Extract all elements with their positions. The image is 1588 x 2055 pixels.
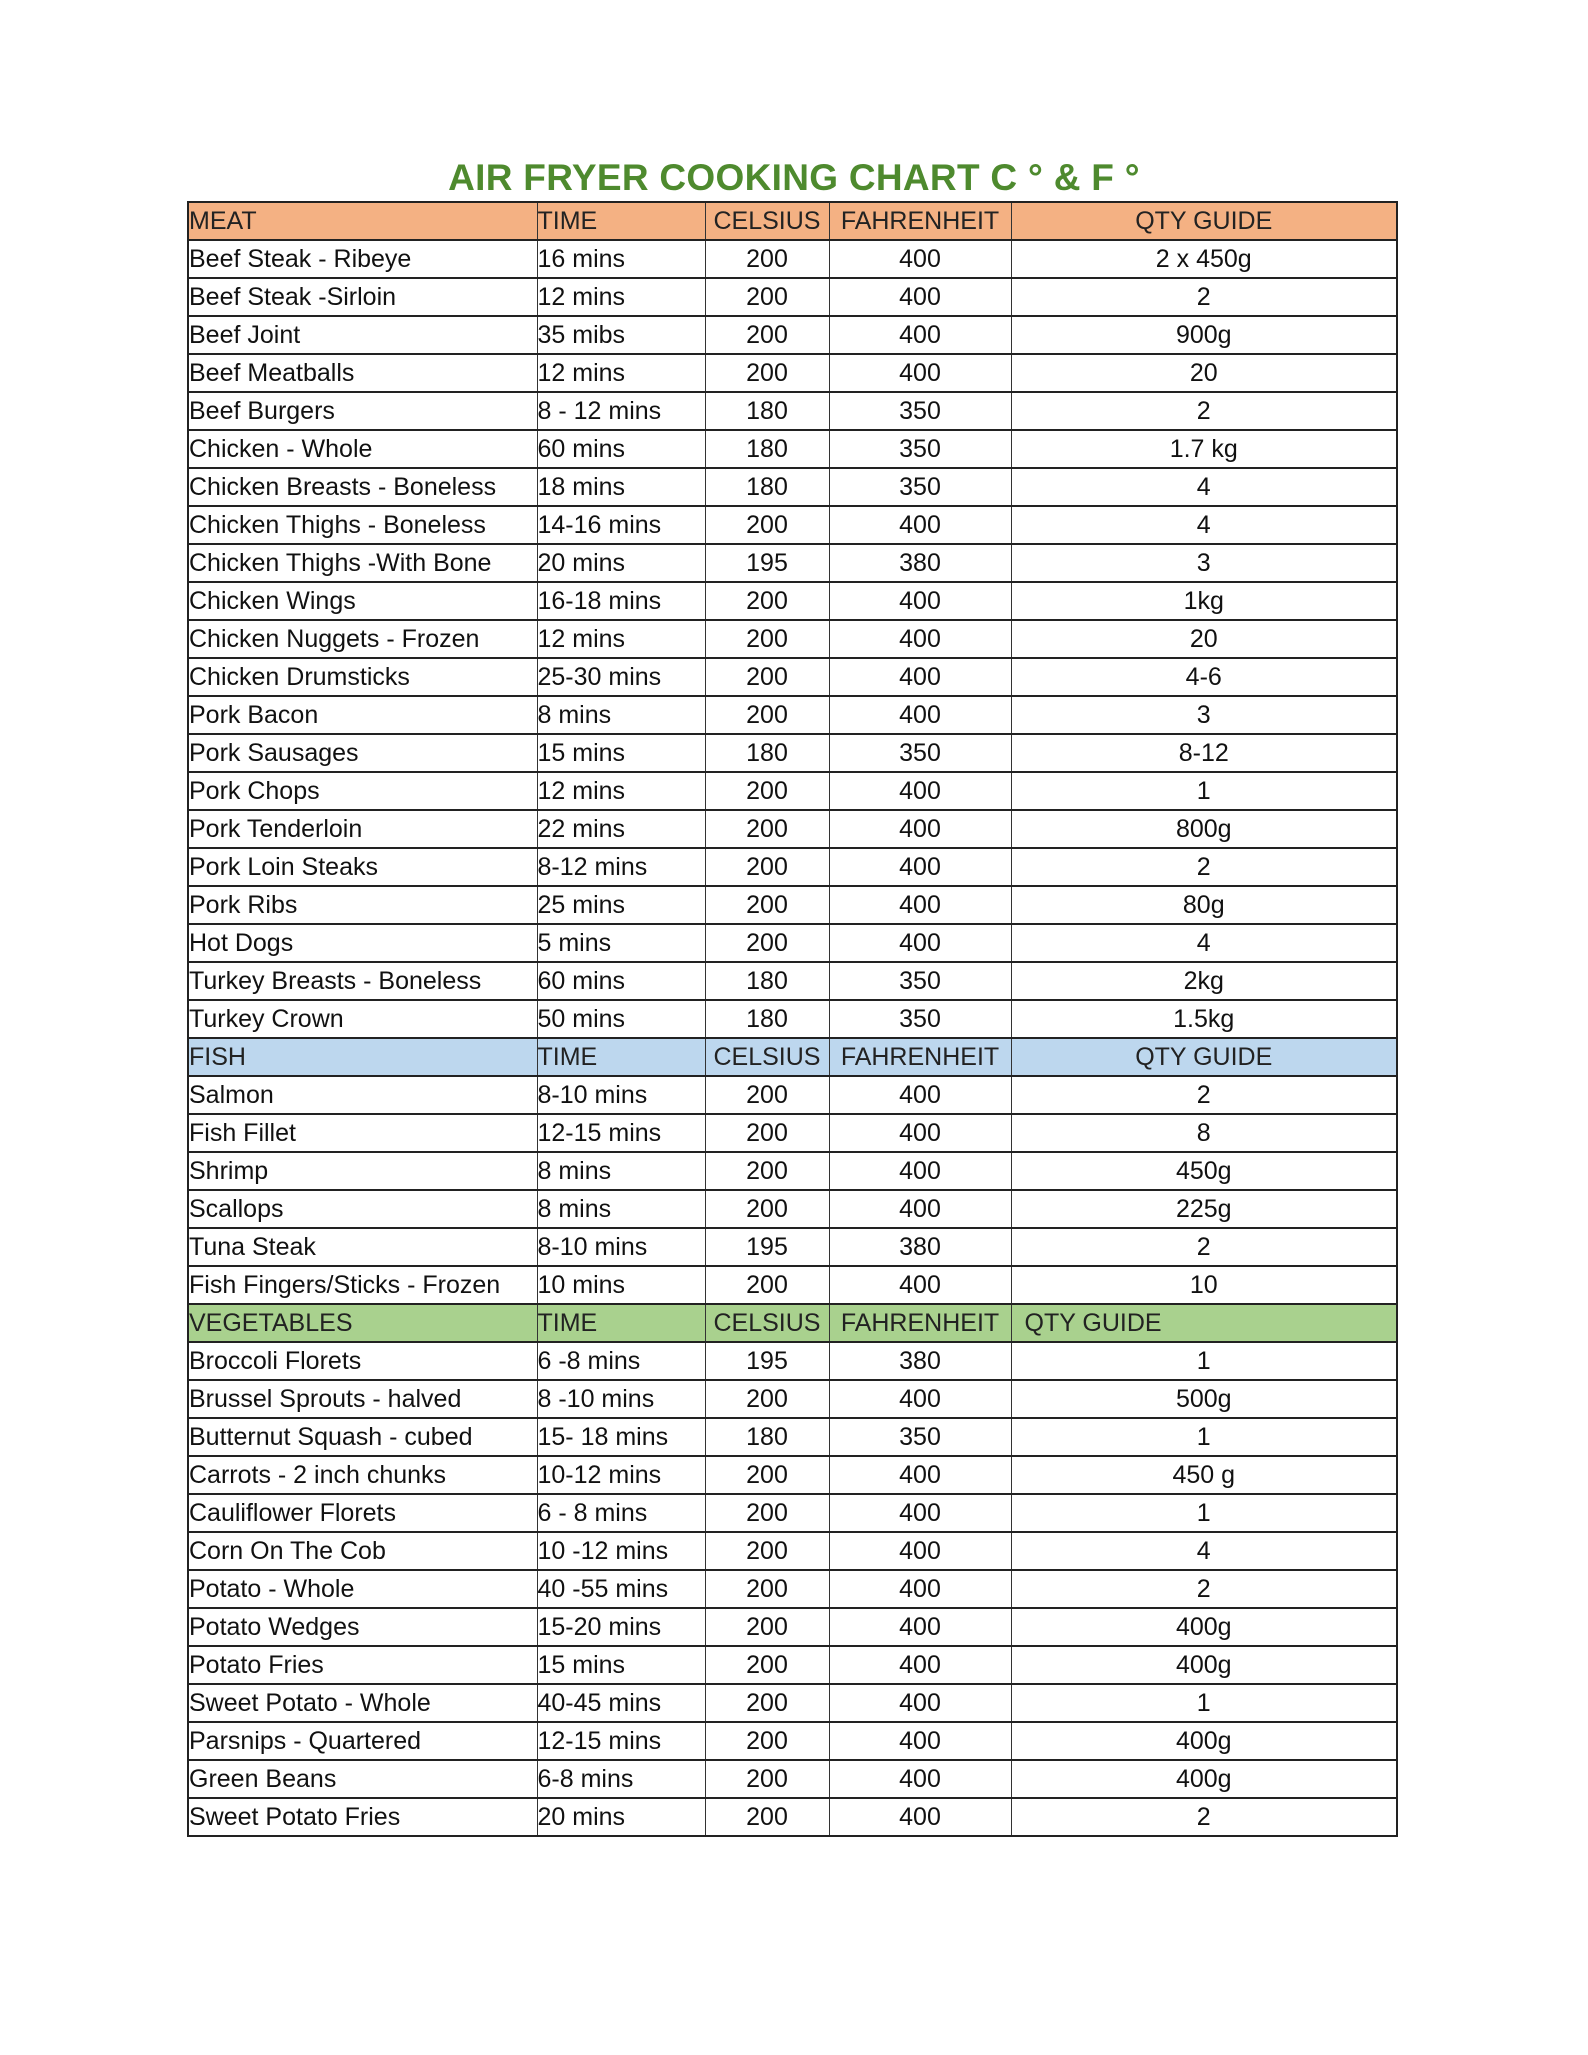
table-row [188, 354, 1397, 392]
meat-section-header [188, 202, 1397, 240]
name-cell: Carrots - 2 inch chunks [188, 1456, 537, 1494]
celsius-cell: 200 [705, 1798, 829, 1836]
table-row [188, 316, 1397, 354]
table-row [188, 1760, 1397, 1798]
table-row [188, 734, 1397, 772]
qty-guide-cell: 1.7 kg [1011, 430, 1397, 468]
meat-header-qty-guide-cell: QTY GUIDE [1011, 202, 1397, 240]
table-row [188, 1418, 1397, 1456]
fahrenheit-cell: 350 [829, 1418, 1011, 1456]
fahrenheit-cell: 350 [829, 1000, 1011, 1038]
celsius-cell: 200 [705, 240, 829, 278]
fahrenheit-cell: 400 [829, 1114, 1011, 1152]
celsius-cell: 200 [705, 506, 829, 544]
celsius-cell: 200 [705, 772, 829, 810]
qty-guide-cell: 400g [1011, 1722, 1397, 1760]
celsius-cell: 180 [705, 1000, 829, 1038]
fahrenheit-cell: 400 [829, 696, 1011, 734]
name-cell: Tuna Steak [188, 1228, 537, 1266]
vegetables-header-fahrenheit-cell: FAHRENHEIT [829, 1304, 1011, 1342]
name-cell: Salmon [188, 1076, 537, 1114]
time-cell: 5 mins [537, 924, 705, 962]
table-row [188, 1570, 1397, 1608]
time-cell: 22 mins [537, 810, 705, 848]
qty-guide-cell: 4 [1011, 1532, 1397, 1570]
fahrenheit-cell: 400 [829, 1722, 1011, 1760]
table-row [188, 1722, 1397, 1760]
celsius-cell: 200 [705, 582, 829, 620]
qty-guide-cell: 400g [1011, 1760, 1397, 1798]
fahrenheit-cell: 400 [829, 924, 1011, 962]
qty-guide-cell: 1 [1011, 1342, 1397, 1380]
name-cell: Butternut Squash - cubed [188, 1418, 537, 1456]
fish-header-celsius-cell: CELSIUS [705, 1038, 829, 1076]
fahrenheit-cell: 400 [829, 658, 1011, 696]
fish-section-header [188, 1038, 1397, 1076]
fahrenheit-cell: 350 [829, 392, 1011, 430]
celsius-cell: 200 [705, 848, 829, 886]
table-row [188, 848, 1397, 886]
celsius-cell: 200 [705, 886, 829, 924]
name-cell: Pork Ribs [188, 886, 537, 924]
qty-guide-cell: 3 [1011, 544, 1397, 582]
fish-header-time-cell: TIME [537, 1038, 705, 1076]
celsius-cell: 180 [705, 430, 829, 468]
fahrenheit-cell: 400 [829, 848, 1011, 886]
celsius-cell: 200 [705, 1494, 829, 1532]
celsius-cell: 195 [705, 544, 829, 582]
fahrenheit-cell: 400 [829, 506, 1011, 544]
name-cell: Chicken Nuggets - Frozen [188, 620, 537, 658]
fahrenheit-cell: 350 [829, 468, 1011, 506]
qty-guide-cell: 1.5kg [1011, 1000, 1397, 1038]
time-cell: 12-15 mins [537, 1722, 705, 1760]
qty-guide-cell: 500g [1011, 1380, 1397, 1418]
table-row [188, 506, 1397, 544]
table-row [188, 278, 1397, 316]
celsius-cell: 200 [705, 1646, 829, 1684]
table-row [188, 1076, 1397, 1114]
table-row [188, 1380, 1397, 1418]
time-cell: 10 mins [537, 1266, 705, 1304]
qty-guide-cell: 2 [1011, 848, 1397, 886]
qty-guide-cell: 1kg [1011, 582, 1397, 620]
qty-guide-cell: 1 [1011, 1418, 1397, 1456]
celsius-cell: 195 [705, 1342, 829, 1380]
celsius-cell: 200 [705, 1684, 829, 1722]
fahrenheit-cell: 400 [829, 1380, 1011, 1418]
table-row [188, 240, 1397, 278]
time-cell: 15 mins [537, 734, 705, 772]
celsius-cell: 200 [705, 1380, 829, 1418]
meat-header-time-cell: TIME [537, 202, 705, 240]
celsius-cell: 200 [705, 1608, 829, 1646]
qty-guide-cell: 8-12 [1011, 734, 1397, 772]
meat-header-celsius-cell: CELSIUS [705, 202, 829, 240]
table-row [188, 1000, 1397, 1038]
fahrenheit-cell: 400 [829, 1190, 1011, 1228]
table-row [188, 1152, 1397, 1190]
celsius-cell: 200 [705, 810, 829, 848]
fahrenheit-cell: 400 [829, 582, 1011, 620]
celsius-cell: 200 [705, 1722, 829, 1760]
time-cell: 10 -12 mins [537, 1532, 705, 1570]
fahrenheit-cell: 400 [829, 1152, 1011, 1190]
fahrenheit-cell: 400 [829, 1266, 1011, 1304]
time-cell: 8 - 12 mins [537, 392, 705, 430]
name-cell: Shrimp [188, 1152, 537, 1190]
qty-guide-cell: 450g [1011, 1152, 1397, 1190]
celsius-cell: 200 [705, 278, 829, 316]
vegetables-header-celsius-cell: CELSIUS [705, 1304, 829, 1342]
celsius-cell: 200 [705, 354, 829, 392]
time-cell: 15- 18 mins [537, 1418, 705, 1456]
cooking-chart-table [187, 201, 1398, 1837]
celsius-cell: 180 [705, 468, 829, 506]
qty-guide-cell: 2kg [1011, 962, 1397, 1000]
vegetables-header-qty-guide-cell: QTY GUIDE [1011, 1304, 1397, 1342]
name-cell: Chicken Drumsticks [188, 658, 537, 696]
name-cell: Green Beans [188, 1760, 537, 1798]
table-row [188, 1608, 1397, 1646]
table-row [188, 1646, 1397, 1684]
table-row [188, 620, 1397, 658]
fahrenheit-cell: 400 [829, 1456, 1011, 1494]
fahrenheit-cell: 400 [829, 1760, 1011, 1798]
celsius-cell: 200 [705, 1152, 829, 1190]
time-cell: 12 mins [537, 620, 705, 658]
qty-guide-cell: 900g [1011, 316, 1397, 354]
time-cell: 60 mins [537, 430, 705, 468]
page-title: AIR FRYER COOKING CHART C ° & F ° [448, 157, 1140, 198]
cooking-chart-body [188, 202, 1397, 1836]
name-cell: Pork Chops [188, 772, 537, 810]
qty-guide-cell: 2 [1011, 392, 1397, 430]
table-row [188, 810, 1397, 848]
celsius-cell: 180 [705, 734, 829, 772]
qty-guide-cell: 80g [1011, 886, 1397, 924]
table-row [188, 1532, 1397, 1570]
fahrenheit-cell: 400 [829, 1798, 1011, 1836]
fahrenheit-cell: 350 [829, 962, 1011, 1000]
celsius-cell: 200 [705, 696, 829, 734]
fahrenheit-cell: 350 [829, 734, 1011, 772]
time-cell: 40-45 mins [537, 1684, 705, 1722]
table-row [188, 924, 1397, 962]
time-cell: 18 mins [537, 468, 705, 506]
qty-guide-cell: 4 [1011, 468, 1397, 506]
celsius-cell: 195 [705, 1228, 829, 1266]
name-cell: Chicken Breasts - Boneless [188, 468, 537, 506]
table-row [188, 1684, 1397, 1722]
celsius-cell: 200 [705, 1114, 829, 1152]
name-cell: Pork Tenderloin [188, 810, 537, 848]
name-cell: Chicken Thighs - Boneless [188, 506, 537, 544]
time-cell: 40 -55 mins [537, 1570, 705, 1608]
qty-guide-cell: 2 x 450g [1011, 240, 1397, 278]
name-cell: Turkey Breasts - Boneless [188, 962, 537, 1000]
time-cell: 12 mins [537, 278, 705, 316]
qty-guide-cell: 1 [1011, 1684, 1397, 1722]
celsius-cell: 200 [705, 1570, 829, 1608]
table-row [188, 962, 1397, 1000]
celsius-cell: 200 [705, 924, 829, 962]
time-cell: 20 mins [537, 1798, 705, 1836]
qty-guide-cell: 800g [1011, 810, 1397, 848]
vegetables-header-name-cell: VEGETABLES [188, 1304, 537, 1342]
time-cell: 12 mins [537, 354, 705, 392]
name-cell: Beef Joint [188, 316, 537, 354]
time-cell: 60 mins [537, 962, 705, 1000]
fish-header-name-cell: FISH [188, 1038, 537, 1076]
table-row [188, 468, 1397, 506]
time-cell: 8-10 mins [537, 1076, 705, 1114]
meat-header-fahrenheit-cell: FAHRENHEIT [829, 202, 1011, 240]
time-cell: 6 -8 mins [537, 1342, 705, 1380]
fahrenheit-cell: 400 [829, 1494, 1011, 1532]
time-cell: 25-30 mins [537, 658, 705, 696]
name-cell: Chicken Thighs -With Bone [188, 544, 537, 582]
name-cell: Scallops [188, 1190, 537, 1228]
fahrenheit-cell: 350 [829, 430, 1011, 468]
name-cell: Sweet Potato - Whole [188, 1684, 537, 1722]
name-cell: Chicken - Whole [188, 430, 537, 468]
time-cell: 16 mins [537, 240, 705, 278]
qty-guide-cell: 450 g [1011, 1456, 1397, 1494]
celsius-cell: 200 [705, 316, 829, 354]
name-cell: Fish Fillet [188, 1114, 537, 1152]
qty-guide-cell: 2 [1011, 1076, 1397, 1114]
celsius-cell: 200 [705, 1190, 829, 1228]
qty-guide-cell: 1 [1011, 772, 1397, 810]
name-cell: Potato Fries [188, 1646, 537, 1684]
time-cell: 8-10 mins [537, 1228, 705, 1266]
qty-guide-cell: 400g [1011, 1608, 1397, 1646]
name-cell: Fish Fingers/Sticks - Frozen [188, 1266, 537, 1304]
name-cell: Beef Meatballs [188, 354, 537, 392]
qty-guide-cell: 20 [1011, 620, 1397, 658]
fahrenheit-cell: 400 [829, 886, 1011, 924]
name-cell: Parsnips - Quartered [188, 1722, 537, 1760]
name-cell: Brussel Sprouts - halved [188, 1380, 537, 1418]
celsius-cell: 180 [705, 392, 829, 430]
table-row [188, 1190, 1397, 1228]
name-cell: Beef Steak - Ribeye [188, 240, 537, 278]
fish-header-fahrenheit-cell: FAHRENHEIT [829, 1038, 1011, 1076]
fahrenheit-cell: 400 [829, 316, 1011, 354]
time-cell: 16-18 mins [537, 582, 705, 620]
time-cell: 8 mins [537, 696, 705, 734]
time-cell: 14-16 mins [537, 506, 705, 544]
qty-guide-cell: 2 [1011, 278, 1397, 316]
name-cell: Beef Steak -Sirloin [188, 278, 537, 316]
qty-guide-cell: 4 [1011, 924, 1397, 962]
celsius-cell: 180 [705, 1418, 829, 1456]
time-cell: 8 mins [537, 1190, 705, 1228]
qty-guide-cell: 2 [1011, 1798, 1397, 1836]
table-row [188, 1228, 1397, 1266]
table-row [188, 658, 1397, 696]
time-cell: 25 mins [537, 886, 705, 924]
table-row [188, 1114, 1397, 1152]
table-row [188, 1798, 1397, 1836]
qty-guide-cell: 4 [1011, 506, 1397, 544]
name-cell: Broccoli Florets [188, 1342, 537, 1380]
time-cell: 8 -10 mins [537, 1380, 705, 1418]
meat-header-name-cell: MEAT [188, 202, 537, 240]
celsius-cell: 200 [705, 1076, 829, 1114]
celsius-cell: 200 [705, 1266, 829, 1304]
qty-guide-cell: 8 [1011, 1114, 1397, 1152]
celsius-cell: 200 [705, 658, 829, 696]
time-cell: 10-12 mins [537, 1456, 705, 1494]
table-row [188, 886, 1397, 924]
name-cell: Pork Sausages [188, 734, 537, 772]
fahrenheit-cell: 400 [829, 1532, 1011, 1570]
name-cell: Hot Dogs [188, 924, 537, 962]
table-row [188, 1342, 1397, 1380]
time-cell: 8-12 mins [537, 848, 705, 886]
qty-guide-cell: 2 [1011, 1228, 1397, 1266]
time-cell: 35 mibs [537, 316, 705, 354]
time-cell: 12-15 mins [537, 1114, 705, 1152]
name-cell: Cauliflower Florets [188, 1494, 537, 1532]
qty-guide-cell: 3 [1011, 696, 1397, 734]
fahrenheit-cell: 400 [829, 1646, 1011, 1684]
fahrenheit-cell: 400 [829, 772, 1011, 810]
qty-guide-cell: 20 [1011, 354, 1397, 392]
time-cell: 50 mins [537, 1000, 705, 1038]
fahrenheit-cell: 380 [829, 1228, 1011, 1266]
qty-guide-cell: 225g [1011, 1190, 1397, 1228]
qty-guide-cell: 10 [1011, 1266, 1397, 1304]
qty-guide-cell: 400g [1011, 1646, 1397, 1684]
celsius-cell: 200 [705, 1456, 829, 1494]
fahrenheit-cell: 380 [829, 1342, 1011, 1380]
fahrenheit-cell: 400 [829, 1570, 1011, 1608]
name-cell: Beef Burgers [188, 392, 537, 430]
qty-guide-cell: 2 [1011, 1570, 1397, 1608]
table-row [188, 392, 1397, 430]
name-cell: Pork Loin Steaks [188, 848, 537, 886]
celsius-cell: 200 [705, 620, 829, 658]
fahrenheit-cell: 400 [829, 240, 1011, 278]
time-cell: 12 mins [537, 772, 705, 810]
celsius-cell: 200 [705, 1532, 829, 1570]
table-row [188, 430, 1397, 468]
vegetables-header-time-cell: TIME [537, 1304, 705, 1342]
table-row [188, 1456, 1397, 1494]
table-row [188, 696, 1397, 734]
table-row [188, 1494, 1397, 1532]
fahrenheit-cell: 400 [829, 620, 1011, 658]
name-cell: Turkey Crown [188, 1000, 537, 1038]
fahrenheit-cell: 400 [829, 810, 1011, 848]
time-cell: 20 mins [537, 544, 705, 582]
fahrenheit-cell: 380 [829, 544, 1011, 582]
table-row [188, 544, 1397, 582]
name-cell: Pork Bacon [188, 696, 537, 734]
time-cell: 15 mins [537, 1646, 705, 1684]
table-row [188, 582, 1397, 620]
fahrenheit-cell: 400 [829, 354, 1011, 392]
name-cell: Sweet Potato Fries [188, 1798, 537, 1836]
time-cell: 6-8 mins [537, 1760, 705, 1798]
time-cell: 6 - 8 mins [537, 1494, 705, 1532]
fish-header-qty-guide-cell: QTY GUIDE [1011, 1038, 1397, 1076]
fahrenheit-cell: 400 [829, 1684, 1011, 1722]
qty-guide-cell: 1 [1011, 1494, 1397, 1532]
name-cell: Corn On The Cob [188, 1532, 537, 1570]
fahrenheit-cell: 400 [829, 1076, 1011, 1114]
vegetables-section-header [188, 1304, 1397, 1342]
name-cell: Potato Wedges [188, 1608, 537, 1646]
qty-guide-cell: 4-6 [1011, 658, 1397, 696]
table-row [188, 772, 1397, 810]
fahrenheit-cell: 400 [829, 278, 1011, 316]
fahrenheit-cell: 400 [829, 1608, 1011, 1646]
time-cell: 8 mins [537, 1152, 705, 1190]
time-cell: 15-20 mins [537, 1608, 705, 1646]
celsius-cell: 180 [705, 962, 829, 1000]
table-row [188, 1266, 1397, 1304]
celsius-cell: 200 [705, 1760, 829, 1798]
name-cell: Chicken Wings [188, 582, 537, 620]
name-cell: Potato - Whole [188, 1570, 537, 1608]
